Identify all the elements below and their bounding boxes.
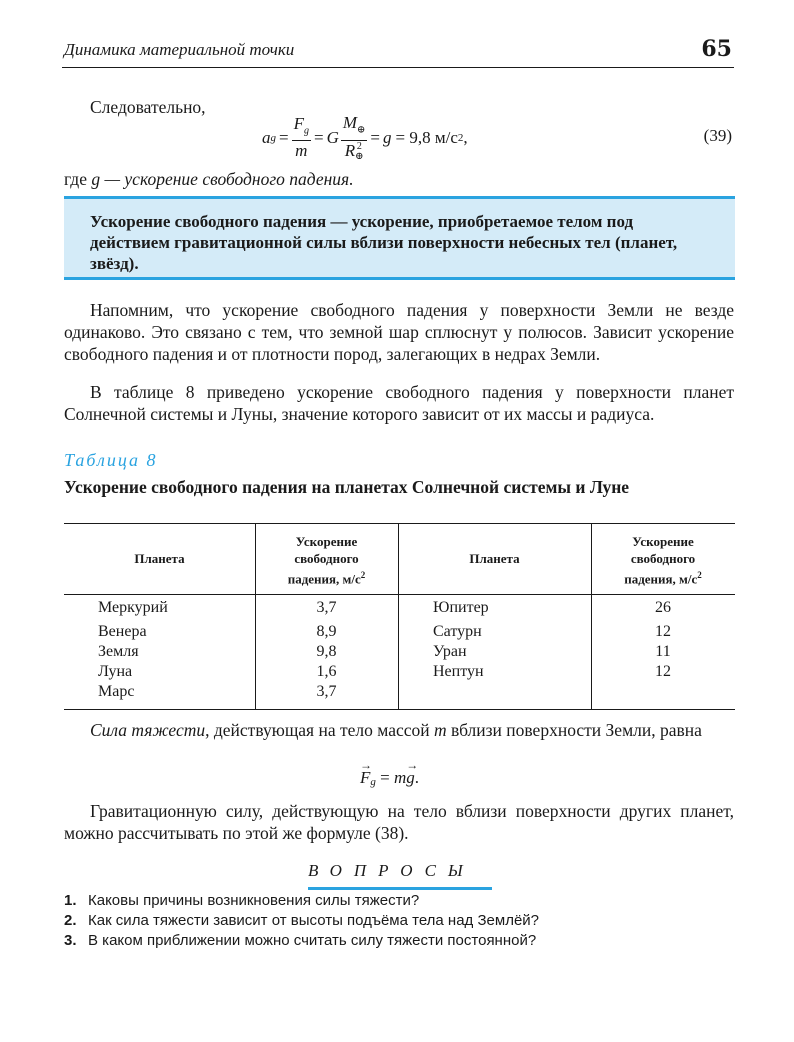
table-cell-value: 9,8 — [316, 643, 337, 660]
question-text: Как сила тяжести зависит от высоты подъёма тела над Землёй? — [88, 912, 540, 929]
page-number: 65 — [701, 36, 732, 62]
paragraph-2: В таблице 8 приведено ускорение свободного падения у поверхности планет Солнечной системы и Луны, значение которого зависит от их массы и радиуса. — [64, 382, 734, 424]
formula-tail-end: , — [463, 128, 468, 147]
formula-fg: → F $_g$ = m → g . — [360, 758, 420, 788]
table-left-planets — [98, 598, 248, 702]
frac-R-sub: ⊕ — [355, 150, 364, 162]
frac-m: m — [295, 141, 308, 161]
question-number: 1. — [64, 892, 77, 909]
question-item — [64, 931, 536, 951]
table-cell-value: 11 — [655, 643, 671, 660]
th-accel-right — [591, 533, 735, 587]
table-row: Земля — [98, 643, 139, 660]
intro-word: Следовательно, — [90, 97, 206, 117]
fg-end: . — [414, 768, 420, 787]
definition-text: Ускорение свободного падения — ускорение, приобретаемое телом под действием гравитационной силы вблизи поверхности небесных тел (планет, звёзд). — [90, 212, 678, 273]
table-cell-value: 12 — [655, 623, 671, 640]
table-title: Ускорение свободного падения на планетах Солнечной системы и Луне — [64, 477, 630, 497]
gravity-rest2: вблизи поверхности Земли, равна — [446, 720, 702, 740]
definition-box — [64, 196, 735, 280]
questions-heading: ВОПРОСЫ — [308, 861, 475, 880]
formula-g: g — [383, 128, 392, 147]
frac-R: R — [344, 140, 356, 160]
question-item — [64, 911, 539, 931]
paragraph-1: Напомним, что ускорение свободного падения у поверхности Земли не везде одинаково. Это связано с тем, что земной шар сплюснут у полюсов. Зависит ускорение свободного падения и от плотности пород, залегающих в недрах Земли. — [64, 300, 734, 364]
formula-eq1: = — [279, 128, 289, 147]
th-accel-right-l3: падения, м/с — [624, 571, 698, 587]
formula-a-sub: g — [270, 132, 276, 144]
table-cell-value: 8,9 — [316, 623, 337, 640]
table-row: Марс — [98, 683, 135, 700]
formula-eq3: = — [370, 128, 381, 147]
formula-39 — [262, 112, 468, 164]
frac-R-sup: 2 — [356, 140, 362, 152]
fg-m: m — [393, 768, 407, 787]
fraction-f-over-m — [292, 115, 311, 161]
gravity-paragraph — [64, 719, 734, 741]
th-accel-left-l3: падения, м/с — [287, 571, 361, 587]
formula-number: (39) — [703, 126, 732, 145]
th-planet-left: Планета — [134, 551, 185, 566]
th-accel-left-l2: свободного — [294, 551, 359, 566]
frac-M: M — [342, 113, 358, 133]
table-left-values — [255, 598, 398, 702]
th-planet-right: Планета — [469, 551, 520, 566]
question-number: 3. — [64, 932, 77, 949]
th-accel-left — [255, 533, 398, 587]
running-header: Динамика материальной точки — [64, 40, 295, 59]
formula-tail-sup: 2 — [457, 132, 464, 144]
where-rest: — ускорение свободного падения. — [100, 169, 354, 189]
table-right-planets — [433, 598, 583, 682]
gravity-m: m — [434, 720, 447, 740]
table-cell-value: 12 — [655, 663, 671, 680]
formula-a: a — [262, 128, 271, 147]
gravity-rest1: , действующая на тело массой — [205, 720, 435, 740]
where-symbol: g — [91, 169, 101, 189]
fraction-m-over-r2 — [341, 114, 368, 161]
table-header-rule — [64, 594, 735, 595]
gravity-term: Сила тяжести — [90, 720, 206, 740]
table-right-values — [591, 598, 735, 682]
fg-sub: g — [370, 776, 376, 788]
th-accel-right-l1: Ускорение — [632, 534, 694, 549]
table-cell-value: 3,7 — [316, 683, 337, 700]
frac-f: F — [293, 113, 304, 133]
th-accel-left-sup: 2 — [360, 570, 366, 580]
where-prefix: где — [64, 169, 92, 189]
formula-eq2: = — [313, 128, 324, 147]
fg-g: g — [406, 768, 415, 787]
table-cell-value: 26 — [655, 599, 671, 616]
formula-tail: = 9,8 м/с — [395, 128, 458, 147]
fg-F: F — [360, 768, 371, 787]
table-cell-value: 1,6 — [316, 663, 337, 680]
table-row: Нептун — [433, 663, 484, 680]
table-caption: Таблица 8 — [64, 450, 158, 470]
formula-G: G — [326, 128, 339, 147]
table-row: Венера — [98, 623, 147, 640]
question-number: 2. — [64, 912, 77, 929]
table-row: Уран — [433, 643, 467, 660]
question-text: В каком приближении можно считать силу тяжести постоянной? — [88, 932, 537, 949]
question-text: Каковы причины возникновения силы тяжести? — [88, 892, 420, 909]
th-accel-right-l2: свободного — [630, 551, 696, 566]
fg-eq: = — [375, 768, 394, 787]
question-item — [64, 891, 419, 911]
where-line — [64, 168, 354, 190]
table-bottom-rule — [64, 709, 735, 710]
paragraph-3: Гравитационную силу, действующую на тело вблизи поверхности других планет, можно рассчитывать по этой же формуле (38). — [64, 801, 734, 843]
header-rule — [62, 67, 734, 68]
th-accel-left-l1: Ускорение — [295, 534, 358, 549]
table-row: Сатурн — [433, 623, 482, 640]
table-row: Луна — [98, 663, 133, 680]
questions-underline — [308, 887, 492, 890]
table-row: Юпитер — [433, 599, 489, 616]
table-cell-value: 3,7 — [316, 599, 337, 616]
frac-f-sub: g — [303, 125, 309, 137]
table-row: Меркурий — [98, 599, 168, 616]
th-accel-right-sup: 2 — [697, 570, 702, 580]
frac-M-sub: ⊕ — [357, 124, 366, 136]
table-top-rule — [64, 523, 735, 524]
